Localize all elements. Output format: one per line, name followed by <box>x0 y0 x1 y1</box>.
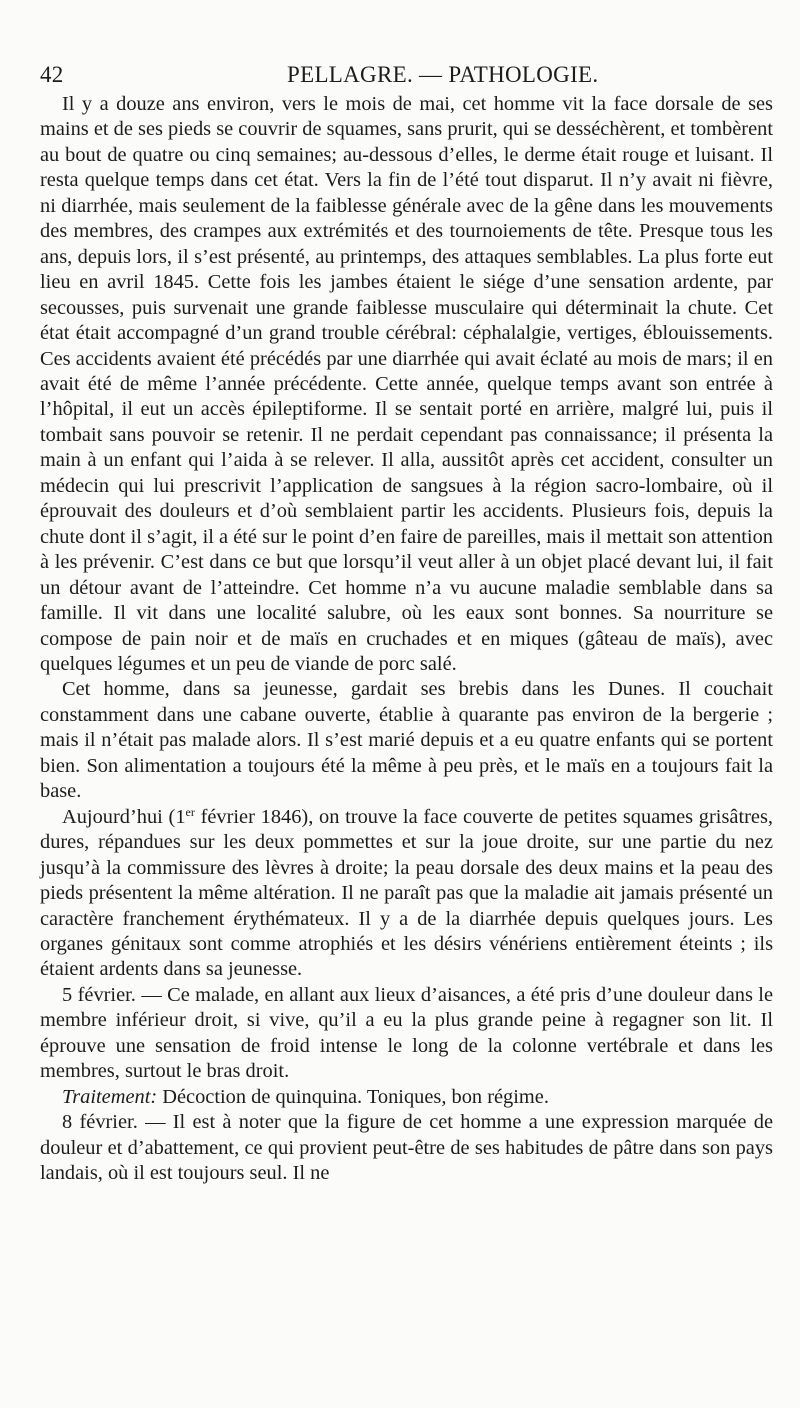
treatment-text: Décoction de quinquina. Toniques, bon régime. <box>157 1085 549 1108</box>
body-text <box>40 92 773 1186</box>
treatment-label: Traitement: <box>62 1085 158 1108</box>
paragraph-examination <box>40 805 773 983</box>
paragraph-february-5: 5 février. — Ce malade, en allant aux lieux d’aisances, a été pris d’une douleur dans le membre inférieur droit, si vive, qu’il a eu la plus grande peine à regagner son lit. Il éprouve une sensation de froid intense le long de la colonne vertébrale et dans les membres, surtout le bras droit. <box>40 983 773 1083</box>
paragraph-february-8: 8 février. — Il est à noter que la figure de cet homme a une expression marquée de douleur et d’abattement, ce qui provient peut-être de ses habitudes de pâtre dans son pays landais, où il est toujours seul. Il ne <box>40 1111 773 1185</box>
page-number: 42 <box>40 62 64 87</box>
running-title: PELLAGRE. — PATHOLOGIE. <box>287 62 599 87</box>
paragraph-youth: Cet homme, dans sa jeunesse, gardait ses brebis dans les Dunes. Il couchait constamment dans une cabane ouverte, établie à quarante pas environ de la bergerie ; mais il n’était pas malade alors. Il s’est marié depuis et a eu quatre enfants qui se portent bien. Son alimentation a toujours été la même à peu près, et le maïs en a toujours fait la base. <box>40 678 773 803</box>
examination-text-end: février 1846), on trouve la face couverte de petites squames grisâtres, dures, répandues sur les deux pommettes et sur la joue droite, sur une partie du nez jusqu’à la commissure des lèvres à droite; la peau dorsale des deux mains et la peau des pieds présentent la même altération. Il ne paraît pas que la maladie ait jamais présenté un caractère franchement érythémateux. Il y a de la diarrhée depuis quelques jours. Les organes génitaux sont comme atrophiés et les désirs vénériens entièrement éteints ; ils étaient ardents dans sa jeunesse. <box>40 805 773 981</box>
paragraph-treatment <box>40 1085 773 1110</box>
examination-text-start: Aujourd’hui (1 <box>62 805 186 828</box>
paragraph-history: Il y a douze ans environ, vers le mois de mai, cet homme vit la face dorsale de ses mains et de ses pieds se couvrir de squames, sans prurit, qui se desséchèrent, et tombèrent au bout de quatre ou cinq semaines; au-dessous d’elles, le derme était rouge et luisant. Il resta quelque temps dans cet état. Vers la fin de l’été tout disparut. Il n’y avait ni fièvre, ni diarrhée, mais seulement de la faiblesse générale avec de la gêne dans les mouvements des membres, des crampes aux extrémités et des tournoiements de tête. Presque tous les ans, depuis lors, il s’est présenté, au printemps, des attaques semblables. La plus forte eut lieu en avril 1845. Cette fois les jambes étaient le siége d’une sensation ardente, par secousses, puis survenait une grande faiblesse musculaire qui déterminait la chute. Cet état était accompagné d’un grand trouble cérébral: céphalalgie, vertiges, éblouissements. Ces accidents avaient été précédés par une diarrhée qui avait éclaté au mois de mars; il en avait été de même l’année précédente. Cette année, quelque temps avant son entrée à l’hôpital, il eut un accès épileptiforme. Il se sentait porté en arrière, malgré lui, puis il tombait sans pouvoir se retenir. Il ne perdait cependant pas connaissance; il présenta la main à un enfant qui l’aida à se relever. Il alla, aussitôt après cet accident, consulter un médecin qui lui prescrivit l’application de sangsues à la région sacro-lombaire, où il éprouvait des douleurs et d’où semblaient partir les accidents. Plusieurs fois, depuis la chute dont il s’agit, il a été sur le point d’en faire de pareilles, mais il mettait son attention à les prévenir. C’est dans ce but que lorsqu’il veut aller à un objet placé devant lui, il fait un détour avant de l’atteindre. Cet homme n’a vu aucune maladie semblable dans sa famille. Il vit dans une localité salubre, où les eaux sont bonnes. Sa nourriture se compose de pain noir et de maïs en cruchades et en miques (gâteau de maïs), avec quelques légumes et un peu de viande de porc salé. <box>40 93 773 675</box>
running-head <box>40 60 760 90</box>
ordinal-suffix: er <box>185 804 195 819</box>
